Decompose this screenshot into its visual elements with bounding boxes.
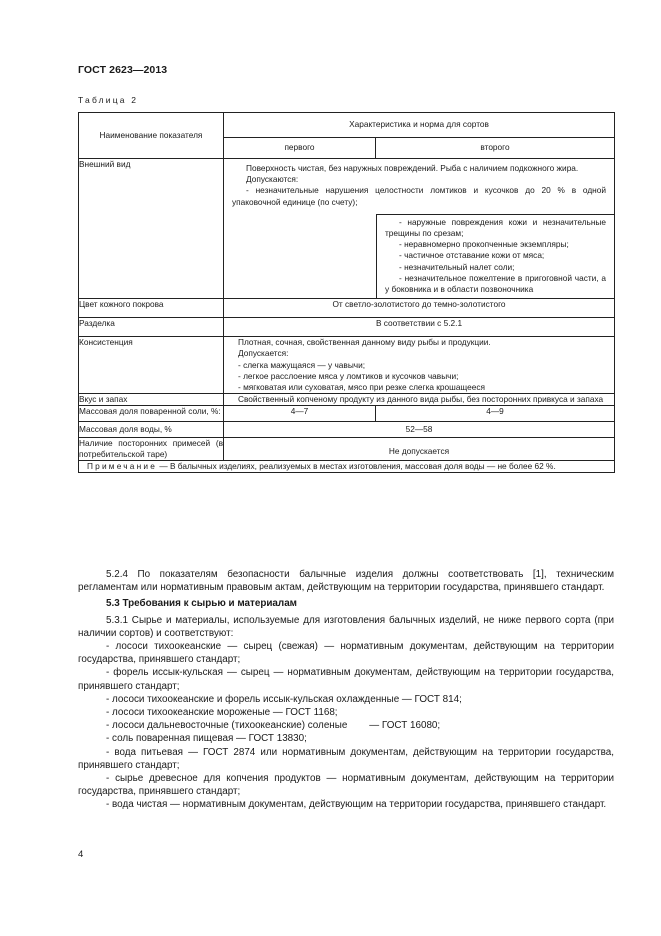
table-row	[79, 337, 615, 394]
list-item: - форель иссык-кульская — сырец — нормативным документам, действующим на территории государства, принявшего стандарт;	[78, 667, 614, 692]
requirements-table	[78, 112, 615, 473]
row-name-impurities: Наличие посторонних примесей (в потребительской таре)	[79, 437, 223, 459]
header-characteristics-text: Характеристика и норма для сортов	[349, 119, 489, 130]
consistency-line-2: Допускается:	[238, 348, 289, 359]
table-row	[79, 394, 615, 406]
table-row	[79, 437, 615, 460]
header-indicator-name-text: Наименование показателя	[99, 129, 203, 140]
appearance-second-2: - неравномерно прокопченные экземпляры;	[399, 239, 569, 250]
row-value-salt-second: 4—9	[376, 406, 615, 421]
row-value-skin-color: От светло-золотистого до темно-золотистого	[224, 299, 615, 318]
consistency-line-3: - слегка мажущаяся — у чавычи;	[238, 359, 366, 370]
appearance-second-1: - наружные повреждения кожи и незначительные трещины по срезам;	[385, 216, 607, 239]
row-value-salt-first: 4—7	[224, 406, 376, 421]
row-name-appearance: Внешний вид	[79, 159, 224, 299]
appearance-common-3: - незначительные нарушения целостности ломтиков и кусочков до 20 % в одной упаковочной единице (по счету);	[232, 185, 607, 207]
row-value-taste: Свойственный копченому продукту из данного вида рыбы, без посторонних привкуса и запаха	[224, 394, 615, 406]
note-label: Примечание	[87, 461, 158, 472]
consistency-line-5: - мягковатая или суховатая, мясо при резке слегка крошащееся	[238, 382, 486, 393]
paragraph-5-2-4: 5.2.4 По показателям безопасности балычные изделия должны соответствовать [1], техническим регламентам или нормативным правовым актам, действующим на территории государства, принявшего стандарт.	[78, 569, 614, 594]
appearance-second-3: - частичное отставание кожи от мяса;	[399, 250, 545, 261]
section-5-3-title: 5.3 Требования к сырью и материалам	[106, 598, 297, 610]
table-row	[79, 406, 615, 421]
list-item: - вода питьевая — ГОСТ 2874 или нормативным документам, действующим на территории государства, принявшего стандарт;	[78, 746, 614, 771]
table-row	[79, 421, 615, 437]
appearance-second-4: - незначительный налет соли;	[399, 261, 515, 272]
appearance-common-2: Допускаются:	[246, 174, 299, 185]
row-name-taste: Вкус и запах	[79, 394, 224, 406]
document-header: ГОСТ 2623—2013	[78, 64, 168, 76]
table-caption: Таблица 2	[78, 95, 139, 105]
list-item: - лососи дальневосточные (тихоокеанские) соленые — ГОСТ 16080;	[106, 720, 441, 732]
list-item: - лососи тихоокеанские — сырец (свежая) — нормативным документам, действующим на территории государства, принявшего стандарт;	[78, 641, 614, 666]
row-value-consistency	[224, 337, 615, 394]
table-row	[79, 299, 615, 318]
header-second-grade	[376, 138, 615, 159]
list-item: - соль поваренная пищевая — ГОСТ 13830;	[106, 733, 307, 745]
row-name-salt: Массовая доля поваренной соли, %:	[79, 406, 224, 421]
list-item: - сырье древесное для копчения продуктов — нормативным документам, действующим на территории государства, принявшего стандарт;	[78, 773, 614, 798]
appearance-common-1: Поверхность чистая, без наружных повреждений. Рыба с наличием подкожного жира.	[246, 163, 579, 173]
row-name-consistency: Консистенция	[79, 337, 224, 394]
body-section	[78, 568, 614, 812]
list-item: - лососи тихоокеанские и форель иссык-кульская охлажденные — ГОСТ 814;	[106, 693, 462, 705]
row-value-impurities: Не допускается	[224, 437, 615, 460]
row-name-water: Массовая доля воды, %	[79, 421, 224, 437]
header-indicator-name	[79, 113, 224, 159]
row-name-cutting: Разделка	[79, 318, 224, 337]
list-item: - лососи тихоокеанские мороженые — ГОСТ 1168;	[106, 707, 338, 719]
header-characteristics	[224, 113, 615, 138]
consistency-line-1: Плотная, сочная, свойственная данному виду рыбы и продукции.	[238, 337, 491, 348]
page-number: 4	[78, 849, 84, 860]
paragraph-5-3-1: 5.3.1 Сырье и материалы, используемые для изготовления балычных изделий, не ниже первого сорта (при наличии сортов) и соответствуют:	[78, 614, 614, 639]
header-first-grade	[224, 138, 376, 159]
row-name-skin-color: Цвет кожного покрова	[79, 299, 224, 318]
header-first-grade-text: первого	[284, 142, 315, 153]
table-row-note	[79, 461, 615, 473]
list-item: - вода чистая — нормативным документам, действующим на территории государства, принявшего стандарт.	[106, 799, 607, 811]
consistency-line-4: - легкое расслоение мяса у ломтиков и кусочков чавычи;	[238, 370, 459, 381]
note-text: — В балычных изделиях, реализуемых в местах изготовления, массовая доля воды — не более 62 %.	[157, 461, 556, 472]
table-row	[79, 318, 615, 337]
appearance-second-5: - незначительное пожелтение в пригоговной части, а у боковника и в области позвоночника	[385, 272, 607, 295]
row-value-water: 52—58	[224, 421, 615, 437]
header-second-grade-text: второго	[480, 142, 510, 153]
row-value-cutting: В соответствии с 5.2.1	[224, 318, 615, 337]
table-row	[79, 159, 615, 299]
table-note	[79, 461, 615, 473]
row-value-appearance	[224, 159, 615, 299]
